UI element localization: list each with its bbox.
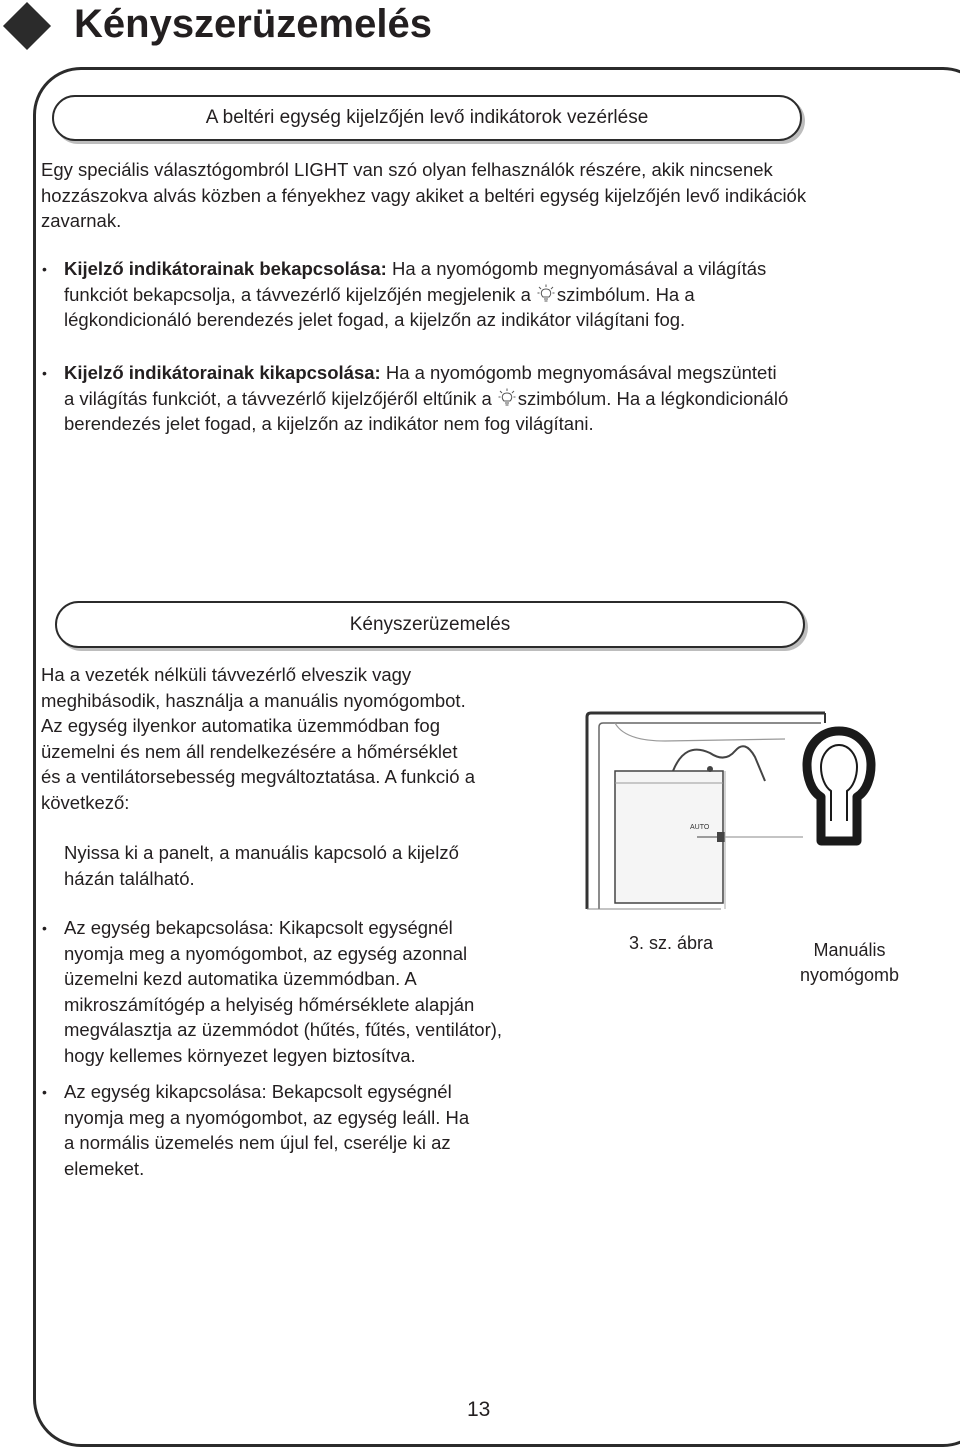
page-number: 13 <box>467 1398 491 1421</box>
bullet-title: Kijelző indikátorainak kikapcsolása: <box>64 362 381 383</box>
text-line: üzemelni kezd automatika üzemmódban. A <box>64 968 417 989</box>
text-line: Az egység bekapcsolása: Kikapcsolt egységnél <box>64 917 453 938</box>
page-title: Kényszerüzemelés <box>74 2 432 46</box>
bullet-icon: • <box>42 365 47 381</box>
bullet-icon: • <box>42 261 47 277</box>
text-line: légkondicionáló berendezés jelet fogad, a kijelzőn az indikátor világítani fog. <box>64 309 686 330</box>
text-line: Ha a nyomógomb megnyomásával a világítás <box>386 258 767 279</box>
text-line: elemeket. <box>64 1157 145 1179</box>
figure-label: 3. sz. ábra <box>629 933 714 953</box>
text-line: nyomja meg a nyomógombot, az egység leáll. Ha <box>64 1106 470 1128</box>
open-panel-paragraph <box>64 840 459 891</box>
diamond-icon <box>3 2 51 50</box>
auto-label: AUTO <box>690 824 710 831</box>
text-line: a normális üzemelés nem újul fel, cserélje ki az <box>64 1132 451 1153</box>
forced-intro-paragraph <box>41 662 475 815</box>
text-line: Ha a nyomógomb megnyomásával megszünteti <box>380 362 777 383</box>
manual-button-illustration <box>585 711 910 911</box>
text-line: mikroszámítógép a helyiség hőmérséklete alapján <box>64 993 475 1015</box>
text-line: meghibásodik, használja a manuális nyomógombot. <box>41 689 466 711</box>
text-line: Manuális <box>813 940 886 960</box>
intro-paragraph <box>41 157 806 234</box>
bullet-unit-off <box>64 1079 469 1181</box>
auto-switch <box>717 832 725 842</box>
text-line: hozzászokva alvás közben a fényekhez vagy akiket a beltéri egység kijelzőjén levő indikációk <box>41 184 807 206</box>
text-line: Egy speciális választógombról LIGHT van szó olyan felhasználók részére, akik nincsenek <box>41 159 773 180</box>
text-line: megválasztja az üzemmódot (hűtés, fűtés, ventilátor), <box>64 1019 503 1040</box>
bullet-title: Kijelző indikátorainak bekapcsolása: <box>64 258 387 279</box>
bullet-display-off <box>64 360 788 437</box>
text-line: Az egység ilyenkor automatika üzemmódban fog <box>41 715 440 736</box>
light-bulb-icon <box>498 388 516 408</box>
text-line: funkciót bekapcsolja, a távvezérlő kijelzőjén megjelenik a <box>64 283 531 305</box>
text-line: hogy kellemes környezet legyen biztosítva. <box>64 1044 416 1066</box>
text-line: házán található. <box>64 867 195 889</box>
text-line: Nyissa ki a panelt, a manuális kapcsoló a kijelző <box>64 842 459 863</box>
section-heading-forced-operation <box>55 601 805 648</box>
text-line: Ha a vezeték nélküli távvezérlő elveszik vagy <box>41 664 412 685</box>
text-line: nyomja meg a nyomógombot, az egység azonnal <box>64 942 468 964</box>
keyhole-icon <box>807 731 871 841</box>
text-line: nyomógomb <box>799 965 900 985</box>
bullet-display-on <box>64 256 766 333</box>
text-line: a világítás funkciót, a távvezérlő kijelzőjéről eltűnik a <box>64 387 492 409</box>
bullet-icon: • <box>42 1084 47 1100</box>
text-line: berendezés jelet fogad, a kijelzőn az indikátor nem fog világítani. <box>64 413 594 434</box>
text-line: szimbólum. Ha a légkondicionáló <box>517 387 789 409</box>
text-line: zavarnak. <box>41 210 122 231</box>
text-line: és a ventilátorsebesség megváltoztatása. A funkció a <box>41 766 475 787</box>
text-line: Az egység kikapcsolása: Bekapcsolt egységnél <box>64 1081 452 1102</box>
section-heading-text: Kényszerüzemelés <box>349 613 511 635</box>
text-line: üzemelni és nem áll rendelkezésére a hőmérséklet <box>41 740 458 762</box>
bullet-unit-on <box>64 915 502 1068</box>
text-line: szimbólum. Ha a <box>556 283 695 305</box>
section-heading-text: A beltéri egység kijelzőjén levő indikátorok vezérlése <box>205 107 649 128</box>
text-line: következő: <box>41 791 130 813</box>
bullet-icon: • <box>42 920 47 936</box>
light-bulb-icon <box>537 284 555 304</box>
section-heading-indicators <box>52 95 802 141</box>
figure-callout <box>792 938 907 988</box>
